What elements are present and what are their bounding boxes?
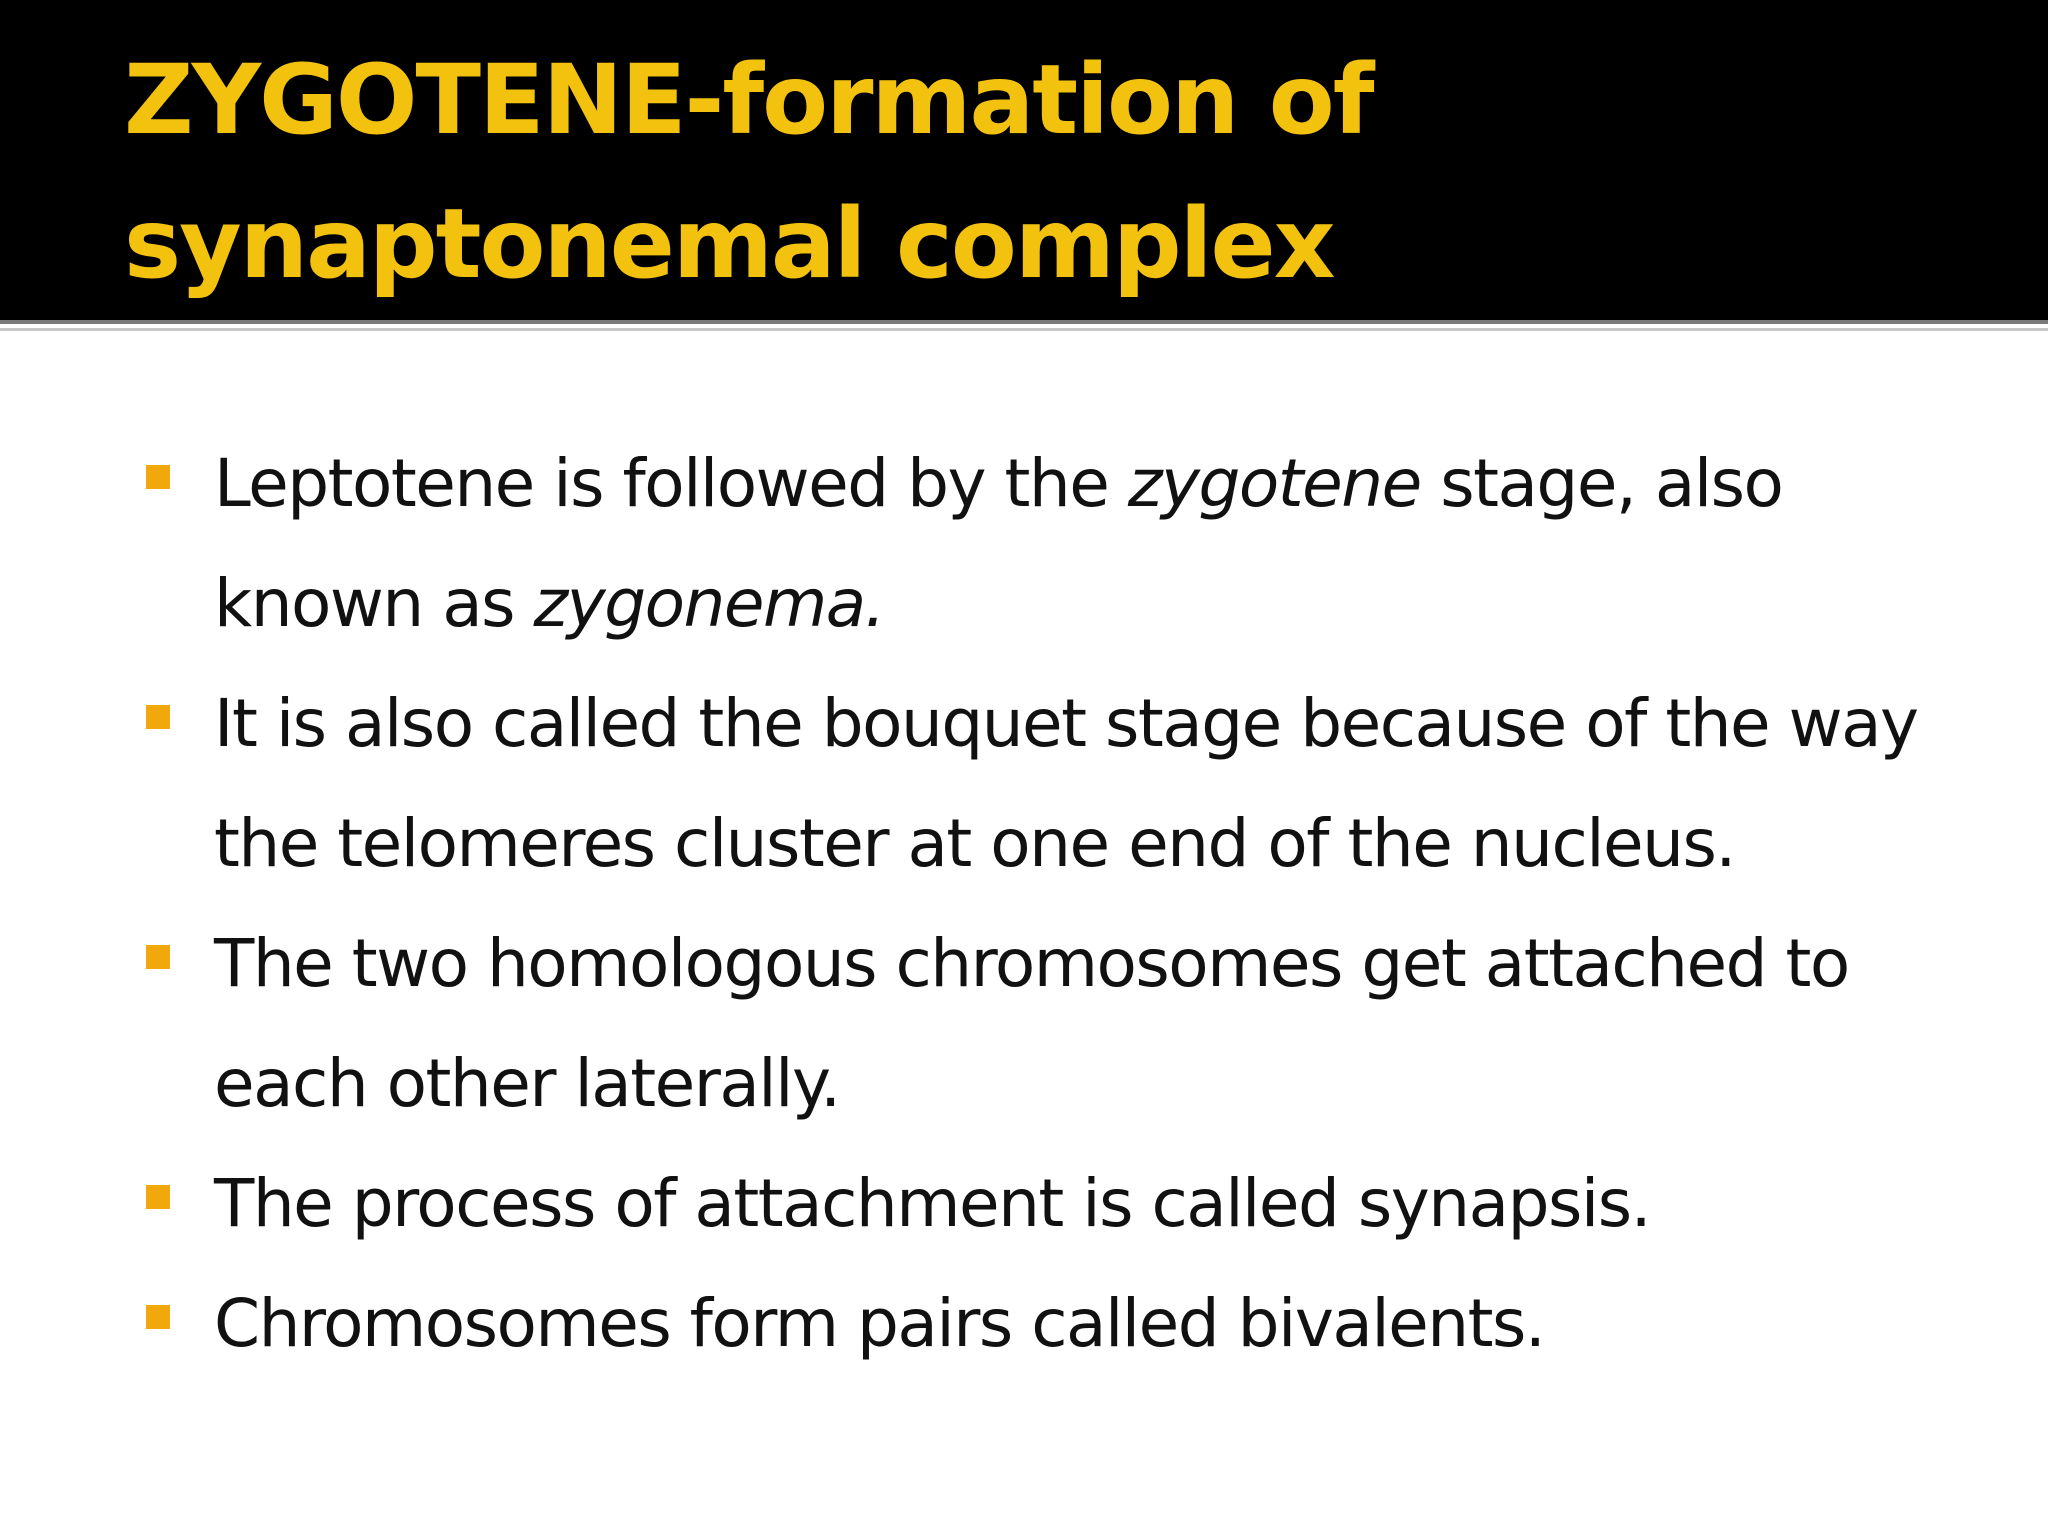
bullet-2-line-1: It is also called the bouquet stage because of the way <box>214 685 1918 762</box>
bullet-1-term-zygotene: zygotene <box>1127 445 1421 522</box>
bullet-3-line-1: The two homologous chromosomes get attached to <box>214 925 1849 1002</box>
bullet-5-line-1: Chromosomes form pairs called bivalents. <box>214 1285 1545 1362</box>
bullet-1-line-1 <box>214 424 1934 544</box>
bullet-square-icon <box>146 465 170 489</box>
bullet-square-icon <box>146 945 170 969</box>
bullet-text-1 <box>214 424 1934 664</box>
slide-title-line-1: ZYGOTENE-formation of <box>124 44 1373 156</box>
bullet-square-icon <box>146 1305 170 1329</box>
bullet-3-line-2: each other laterally. <box>214 1045 840 1122</box>
bullet-1-text-a: Leptotene is followed by the <box>214 445 1128 522</box>
bullet-square-icon <box>146 705 170 729</box>
bullet-text-2 <box>214 664 1934 904</box>
bullet-4-line-1: The process of attachment is called synapsis. <box>214 1165 1651 1242</box>
slide-title-line-2: synaptonemal complex <box>124 188 1334 300</box>
bullet-square-icon <box>146 1185 170 1209</box>
bullet-1-line-2 <box>214 544 1934 664</box>
bullet-1-text-d: known as <box>214 565 534 642</box>
bullet-1-text-c: stage, also <box>1420 445 1783 522</box>
bullet-text-5 <box>214 1264 1934 1384</box>
bullet-2-line-2: the telomeres cluster at one end of the nucleus. <box>214 805 1735 882</box>
bullet-text-3 <box>214 904 1934 1144</box>
bullet-1-term-zygonema: zygonema. <box>533 565 885 642</box>
bullet-text-4 <box>214 1144 1934 1264</box>
